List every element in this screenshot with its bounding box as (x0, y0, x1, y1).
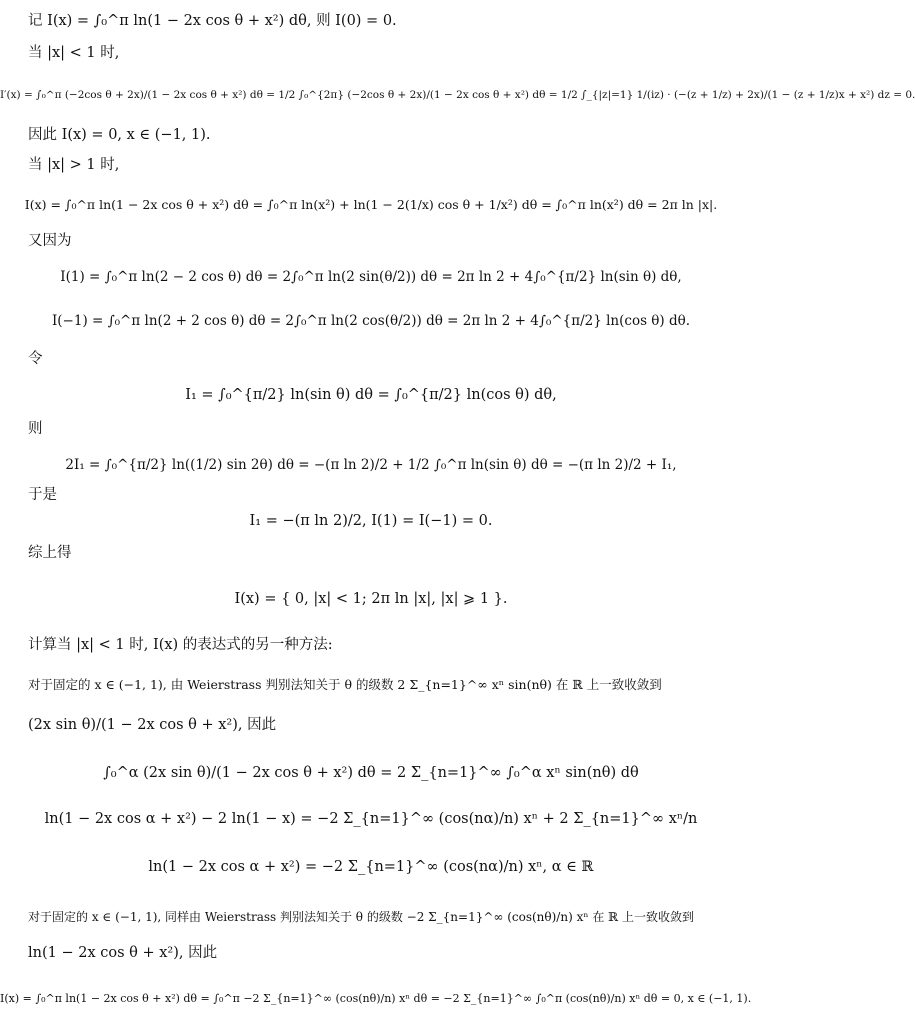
log-expansion-formula: ln(1 − 2x cos α + x²) = −2 Σ_{n=1}^∞ (cos(nα)/n) xⁿ, α ∈ ℝ (148, 859, 594, 875)
i-of-minus-one-formula: I(−1) = ∫₀^π ln(2 + 2 cos θ) dθ = 2∫₀^π ln(2 cos(θ/2)) dθ = 2π ln 2 + 4∫₀^{π/2} ln(cos θ) dθ. (51, 313, 691, 329)
conclusion-small-x: 因此 I(x) = 0, x ∈ (−1, 1). (28, 127, 211, 143)
piecewise-result: I(x) = { 0, |x| < 1; 2π ln |x|, |x| ⩾ 1 }. (234, 591, 508, 607)
then-label: 则 (28, 421, 43, 437)
definition-line: 记 I(x) = ∫₀^π ln(1 − 2x cos θ + x²) dθ, 则 I(0) = 0. (28, 13, 397, 29)
series-limit-line: (2x sin θ)/(1 − 2x cos θ + x²), 因此 (28, 717, 277, 733)
case-large-x-heading: 当 |x| > 1 时, (28, 157, 120, 173)
uniform-limit-line: ln(1 − 2x cos θ + x²), 因此 (28, 945, 218, 961)
furthermore-label: 又因为 (28, 233, 72, 249)
case-small-x-heading: 当 |x| < 1 时, (28, 45, 120, 61)
integrated-series-formula: ∫₀^α (2x sin θ)/(1 − 2x cos θ + x²) dθ = 2 Σ_{n=1}^∞ ∫₀^α xⁿ sin(nθ) dθ (103, 765, 639, 781)
i1-result: I₁ = −(π ln 2)/2, I(1) = I(−1) = 0. (249, 513, 493, 529)
two-i1-formula: 2I₁ = ∫₀^{π/2} ln((1/2) sin 2θ) dθ = −(π ln 2)/2 + 1/2 ∫₀^π ln(sin θ) dθ = −(π ln 2)/2 + I₁, (65, 457, 677, 473)
final-formula: I(x) = ∫₀^π ln(1 − 2x cos θ + x²) dθ = ∫₀^π −2 Σ_{n=1}^∞ (cos(nθ)/n) xⁿ dθ = −2 Σ_{n=1}^∞ ∫₀^π (cos(nθ)/n) xⁿ dθ = 0, x ∈ (−1, 1). (0, 992, 752, 1005)
i-of-one-formula: I(1) = ∫₀^π ln(2 − 2 cos θ) dθ = 2∫₀^π ln(2 sin(θ/2)) dθ = 2π ln 2 + 4∫₀^{π/2} ln(sin θ) dθ, (60, 269, 682, 285)
large-x-formula: I(x) = ∫₀^π ln(1 − 2x cos θ + x²) dθ = ∫₀^π ln(x²) + ln(1 − 2(1/x) cos θ + 1/x²) dθ = ∫₀^π ln(x²) dθ = 2π ln |x|. (24, 197, 718, 212)
i1-definition: I₁ = ∫₀^{π/2} ln(sin θ) dθ = ∫₀^{π/2} ln(cos θ) dθ, (185, 387, 557, 403)
summary-label: 综上得 (28, 545, 72, 561)
weierstrass-sentence-2: 对于固定的 x ∈ (−1, 1), 同样由 Weierstrass 判别法知关于 θ 的级数 −2 Σ_{n=1}^∞ (cos(nθ)/n) xⁿ 在 ℝ 上一致收敛到 (28, 910, 694, 924)
therefore-label: 于是 (28, 487, 57, 503)
log-series-formula: ln(1 − 2x cos α + x²) − 2 ln(1 − x) = −2 Σ_{n=1}^∞ (cos(nα)/n) xⁿ + 2 Σ_{n=1}^∞ xⁿ/n (44, 811, 698, 827)
derivative-formula: I′(x) = ∫₀^π (−2cos θ + 2x)/(1 − 2x cos θ + x²) dθ = 1/2 ∫₀^{2π} (−2cos θ + 2x)/(1 − 2x cos θ + x²) dθ = 1/2 ∫_{|z|=1} 1/(iz) · (−(z + 1/z) + 2x)/(1 − (z + 1/z)x + x²) dz = 0. (0, 89, 915, 101)
let-label: 令 (28, 351, 43, 367)
weierstrass-sentence-1: 对于固定的 x ∈ (−1, 1), 由 Weierstrass 判别法知关于 θ 的级数 2 Σ_{n=1}^∞ xⁿ sin(nθ) 在 ℝ 上一致收敛到 (28, 677, 662, 692)
alternative-method-heading: 计算当 |x| < 1 时, I(x) 的表达式的另一种方法: (28, 637, 333, 653)
